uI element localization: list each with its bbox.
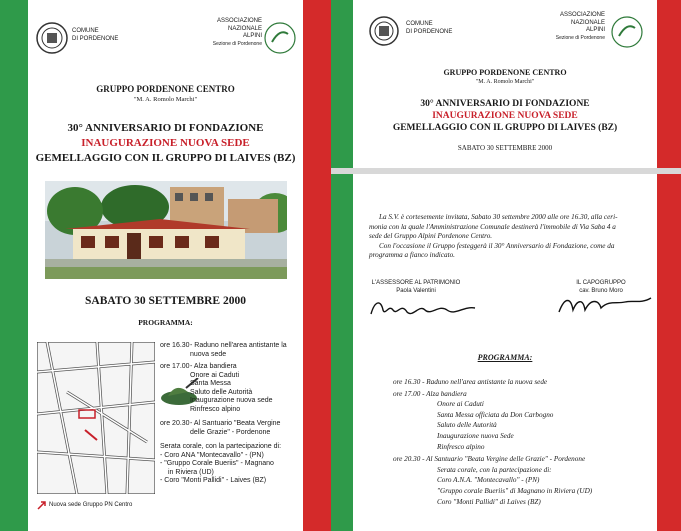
left-gruppo: GRUPPO PORDENONE CENTRO	[96, 84, 235, 94]
signature-moro	[555, 290, 655, 318]
comune-seal-icon	[36, 22, 68, 54]
right-assessore: L'ASSESSORE AL PATRIMONIO Paola Valentini	[371, 280, 461, 294]
left-serata: Serata corale, con la partecipazione di: - Coro ANA "Montecavallo" - (PN) - "Gruppo Corale Bueriis" - Magnano in Riviera (UD) - Coro "Monti Pallidi" - Laives (BZ)	[160, 443, 282, 484]
ana-seal-icon	[264, 22, 296, 54]
left-gemellaggio: GEMELLAGGIO CON IL GRUPPO DI LAIVES (BZ)	[35, 152, 296, 164]
right-associazione-label: ASSOCIAZIONE NAZIONALE ALPINI Sezione di Pordenone	[555, 12, 605, 41]
location-map	[37, 342, 155, 494]
right-invitation: La S.V. è cortesemente invitata, Sabato 30 settembre 2000 alle ore 16.30, alla ceri- monia con la quale l'Amministrazione Comunale destinerà l'immobile di Via Saba 4 a sede del Gruppo Alpini Pordenone Centro. Con l'occasione il Gruppo festeggerà il 30° Anniversario di Fondazione, come da programma a fianco indicato.	[369, 213, 618, 259]
right-gruppo: GRUPPO PORDENONE CENTRO	[443, 68, 567, 77]
right-comune-label: COMUNE DI PORDENONE	[406, 21, 453, 35]
left-legend: Nuova sede Gruppo PN Centro	[49, 502, 133, 508]
left-marchi: "M. A. Romolo Marchi"	[133, 96, 198, 103]
right-gemellaggio: GEMELLAGGIO CON IL GRUPPO DI LAIVES (BZ)	[392, 123, 618, 133]
left-comune-label: COMUNE DI PORDENONE	[72, 28, 119, 42]
left-schedule	[160, 342, 300, 486]
right-anniversario: 30° ANNIVERSARIO DI FONDAZIONE	[420, 99, 590, 109]
left-anniversario: 30° ANNIVERSARIO DI FONDAZIONE	[67, 122, 264, 134]
left-programma: PROGRAMMA:	[138, 318, 193, 327]
right-ana-seal-icon	[611, 16, 643, 48]
right-inaugurazione: INAUGURAZIONE NUOVA SEDE	[432, 111, 578, 121]
left-schedule-item: ore 16.30 - Raduno nell'area antistante la nuova sede	[160, 342, 287, 358]
right-programma: PROGRAMMA:	[477, 353, 533, 362]
right-card	[331, 0, 681, 531]
signature-valentini	[369, 296, 479, 320]
left-card	[0, 0, 331, 531]
left-schedule-item: ore 17.00 - Alza bandiera Onore ai Caduti Santa Messa Saluto delle Autorità Inaugurazione nuova sede Rinfresco alpino	[160, 363, 273, 413]
right-capogruppo: IL CAPOGRUPPO cav. Bruno Moro	[576, 280, 626, 294]
right-date: SABATO 30 SETTEMBRE 2000	[457, 144, 553, 152]
right-marchi: "M. A. Romolo Marchi"	[475, 79, 535, 85]
left-schedule-item: ore 20.30 - Al Santuario "Beata Vergine delle Grazie" - Pordenone	[160, 420, 281, 436]
left-inaugurazione: INAUGURAZIONE NUOVA SEDE	[81, 137, 250, 149]
legend-arrow-icon	[37, 500, 47, 510]
left-date: SABATO 30 SETTEMBRE 2000	[85, 295, 246, 307]
left-associazione-label: ASSOCIAZIONE NAZIONALE ALPINI Sezione di Pordenone	[212, 18, 262, 47]
building-photo	[45, 181, 287, 279]
right-schedule: ore 16.30 - Raduno nell'area antistante la nuova sede ore 17.00 - Alza bandiera Onore ai Caduti Santa Messa officiata da Don Carbogno Saluto delle Autorità Inaugurazione nuova Sede Rinfresco alpino ore 20.30 - Al Santuario "Beata Vergine delle Grazie" - Pordenone Serata corale, con la partecipazione di: Coro A.N.A. "Montecavallo" - (PN) "Gruppo corale Bueriis" di Magnano in Riviera (UD) Coro "Monti Pallidi" di Laives (BZ)	[393, 378, 593, 506]
right-comune-seal-icon	[369, 16, 399, 46]
